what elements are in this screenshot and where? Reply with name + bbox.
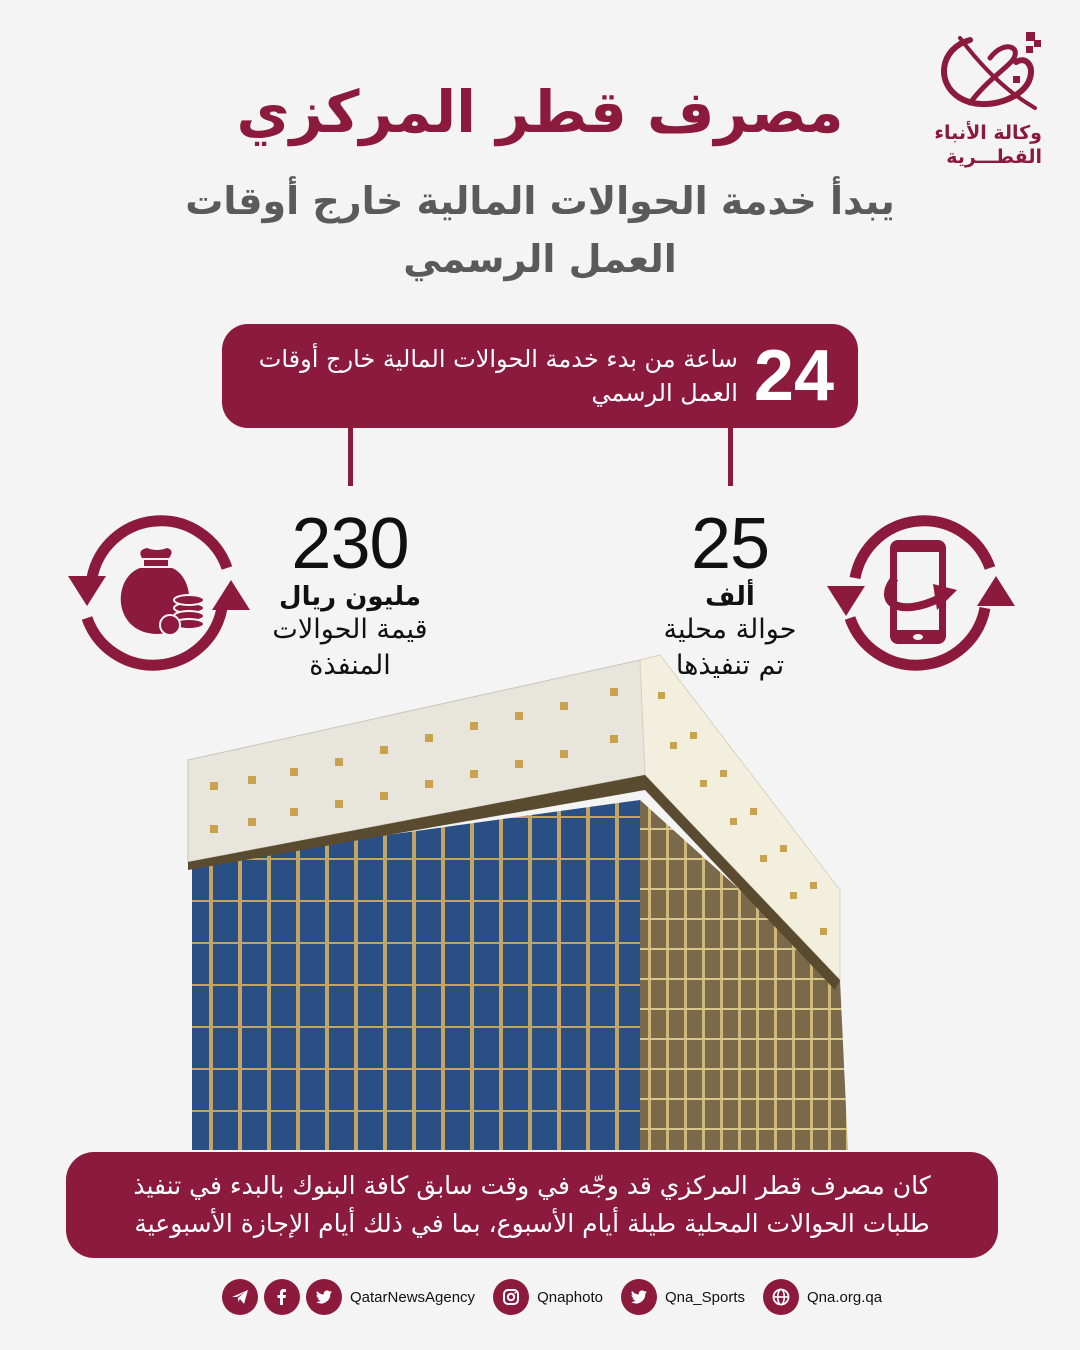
highlight-number: 24 [753, 336, 834, 416]
facebook-icon[interactable] [264, 1279, 300, 1315]
highlight-box [222, 324, 858, 428]
qna-emblem-icon [930, 28, 1050, 120]
connector-line-right [728, 428, 733, 486]
stat-description-line2: المنفذة [309, 650, 391, 681]
logo-text-qatari: القطـــرية [946, 146, 1042, 168]
stat-description-line1: حوالة محلية [663, 614, 797, 645]
stat-unit: مليون ريال [279, 582, 421, 612]
stat-value: 230 [291, 504, 409, 584]
page-subtitle: يبدأ خدمة الحوالات المالية خارج أوقات العمل الرسمي [185, 179, 895, 281]
qna-logo [920, 28, 1060, 178]
stat-value: 25 [690, 504, 770, 584]
logo-text-agency: وكالة الأنباء [934, 122, 1042, 144]
sports-twitter-handle-label[interactable]: Qna_Sports [664, 1288, 745, 1306]
instagram-icon[interactable] [493, 1279, 529, 1315]
note-line2: طلبات الحوالات المحلية طيلة أيام الأسبوع، بما في ذلك أيام الإجازة الأسبوعية [134, 1209, 930, 1238]
highlight-text: ساعة من بدء خدمة الحوالات المالية خارج أوقات العمل الرسمي [258, 345, 738, 407]
stat-unit: ألف [705, 582, 755, 612]
central-bank-building-image [180, 650, 860, 1150]
note-box [66, 1152, 998, 1258]
globe-icon[interactable] [763, 1279, 799, 1315]
social-footer [222, 1278, 894, 1316]
instagram-handle-label[interactable]: Qnaphoto [537, 1288, 603, 1306]
page-title: مصرف قطر المركزي [236, 78, 844, 146]
note-line1: كان مصرف قطر المركزي قد وجّه في وقت سابق كافة البنوك بالبدء في تنفيذ [133, 1171, 931, 1200]
connector-line-left [348, 428, 353, 486]
telegram-icon[interactable] [222, 1279, 258, 1315]
twitter-icon[interactable] [621, 1279, 657, 1315]
stat-description-line1: قيمة الحوالات [272, 614, 428, 645]
stat-description-line2: تم تنفيذها [675, 650, 785, 681]
twitter-icon[interactable] [306, 1279, 342, 1315]
twitter-handle-label[interactable]: QatarNewsAgency [350, 1288, 476, 1306]
website-label[interactable]: Qna.org.qa [807, 1288, 883, 1306]
